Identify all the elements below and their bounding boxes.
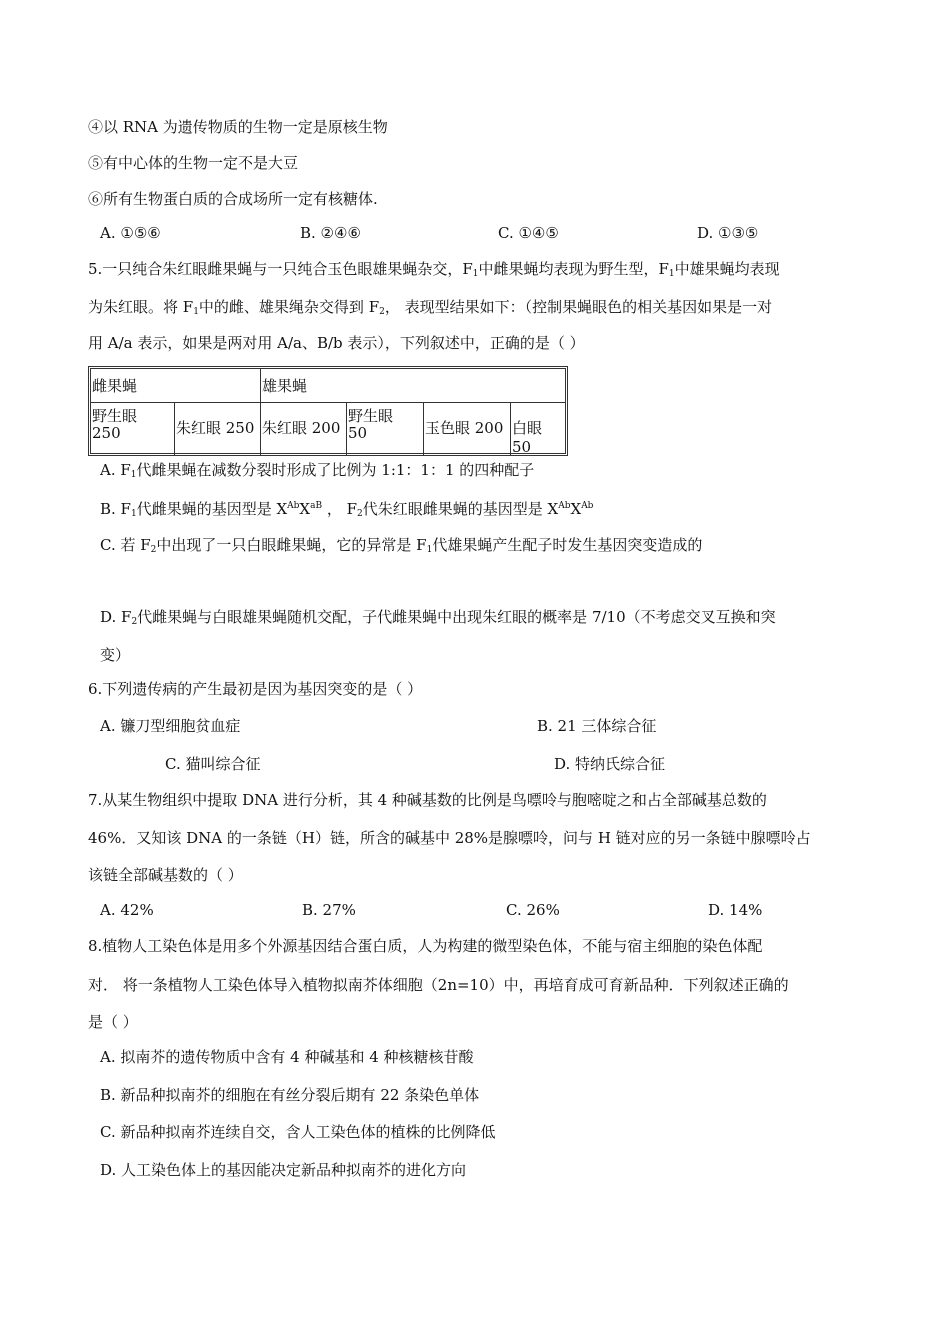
cell-male-jade: 玉色眼 200	[424, 403, 511, 456]
q4-option-a: A. ①⑤⑥	[100, 224, 161, 242]
q7-stem-line2: 46%．又知该 DNA 的一条链（H）链，所含的碱基中 28%是腺嘌呤，问与 H 链对应的另一条链中腺嘌呤占	[88, 829, 811, 847]
q8-option-a: A. 拟南芥的遗传物质中含有 4 种碱基和 4 种核糖核苷酸	[100, 1048, 474, 1066]
q6-stem: 6.下列遗传病的产生最初是因为基因突变的是（ ）	[88, 680, 423, 698]
q6-option-a: A. 镰刀型细胞贫血症	[100, 717, 241, 735]
q5-option-a: A. $F_1$代雌果蝇在减数分裂时形成了比例为 1:1：1：1 的四种配子	[100, 461, 535, 480]
cell-male-white: 白眼 50	[512, 419, 543, 456]
q8-option-d: D. 人工染色体上的基因能决定新品种拟南芥的进化方向	[100, 1161, 467, 1179]
q8-stem-line3: 是（ ）	[88, 1013, 138, 1031]
q5-option-b: B. $F_1$代雌果蝇的基因型是 $X^{Ab}X^{aB}$ ， $F_2$代朱红眼雌果蝇的基因型是 $X^{Ab}X^{Ab}$	[100, 500, 594, 519]
q8-stem-line2: 对． 将一条植物人工染色体导入植物拟南芥体细胞（2n=10）中，再培育成可育新品种．下列叙述正确的	[88, 976, 789, 994]
male-header-cell: 雄果蝇	[262, 377, 308, 395]
q5-stem-line2: 为朱红眼。将 $F_1$中的雌、雄果绳杂交得到 $F_2$， 表现型结果如下：（控制果蝇眼色的相关基因如果是一对	[88, 298, 773, 317]
q5-option-d: D. $F_2$代雌果蝇与白眼雄果蝇随机交配，子代雌果蝇中出现朱红眼的概率是 7/10（不考虑交叉互换和突	[100, 608, 776, 627]
q4-option-c: C. ①④⑤	[498, 224, 559, 242]
q6-option-c: C. 猫叫综合征	[165, 755, 261, 773]
q5-option-d-continued: 变）	[100, 646, 131, 664]
q8-stem-line1: 8.植物人工染色体是用多个外源基因结合蛋白质，人为构建的微型染色体，不能与宿主细胞的染色体配	[88, 937, 763, 955]
q5-phenotype-table	[88, 366, 568, 456]
q7-option-d: D. 14%	[708, 901, 763, 919]
female-header-cell: 雌果蝇	[91, 369, 261, 402]
q4-statement-4: ④以 RNA 为遗传物质的生物一定是原核生物	[88, 118, 388, 136]
q7-option-c: C. 26%	[506, 901, 560, 919]
table-data-row	[91, 403, 565, 456]
cell-female-wild: 野生眼 250	[91, 403, 175, 456]
q7-option-b: B. 27%	[302, 901, 356, 919]
q4-statement-6: ⑥所有生物蛋白质的合成场所一定有核糖体.	[88, 190, 378, 208]
q5-stem-line1: 5.一只纯合朱红眼雌果蝇与一只纯合玉色眼雄果蝇杂交，$F_1$中雌果蝇均表现为野生型，$F_1$中雄果蝇均表现	[88, 260, 780, 279]
q7-stem-line1: 7.从某生物组织中提取 DNA 进行分析，其 4 种碱基数的比例是鸟嘌呤与胞嘧啶之和占全部碱基总数的	[88, 791, 767, 809]
q5-option-c: C. 若 $F_2$中出现了一只白眼雌果蝇，它的异常是 $F_1$代雄果蝇产生配子时发生基因突变造成的	[100, 536, 703, 555]
cell-female-vermilion: 朱红眼 250	[175, 403, 261, 456]
q4-option-d: D. ①③⑤	[697, 224, 759, 242]
q5-stem-line3: 用 A/a 表示，如果是两对用 A/a、B/b 表示），下列叙述中，正确的是（ ）	[88, 334, 585, 352]
q8-option-c: C. 新品种拟南芥连续自交，含人工染色体的植株的比例降低	[100, 1123, 496, 1141]
q6-option-d: D. 特纳氏综合征	[554, 755, 666, 773]
q8-option-b: B. 新品种拟南芥的细胞在有丝分裂后期有 22 条染色单体	[100, 1086, 480, 1104]
cell-male-wild: 野生眼 50	[347, 403, 424, 456]
q7-option-a: A. 42%	[100, 901, 154, 919]
cell-male-vermilion: 朱红眼 200	[261, 403, 347, 456]
q7-stem-line3: 该链全部碱基数的（ ）	[88, 866, 243, 884]
q4-option-b: B. ②④⑥	[300, 224, 361, 242]
q6-option-b: B. 21 三体综合征	[537, 717, 657, 735]
q4-statement-5: ⑤有中心体的生物一定不是大豆	[88, 154, 299, 172]
table-header-row	[91, 369, 565, 403]
